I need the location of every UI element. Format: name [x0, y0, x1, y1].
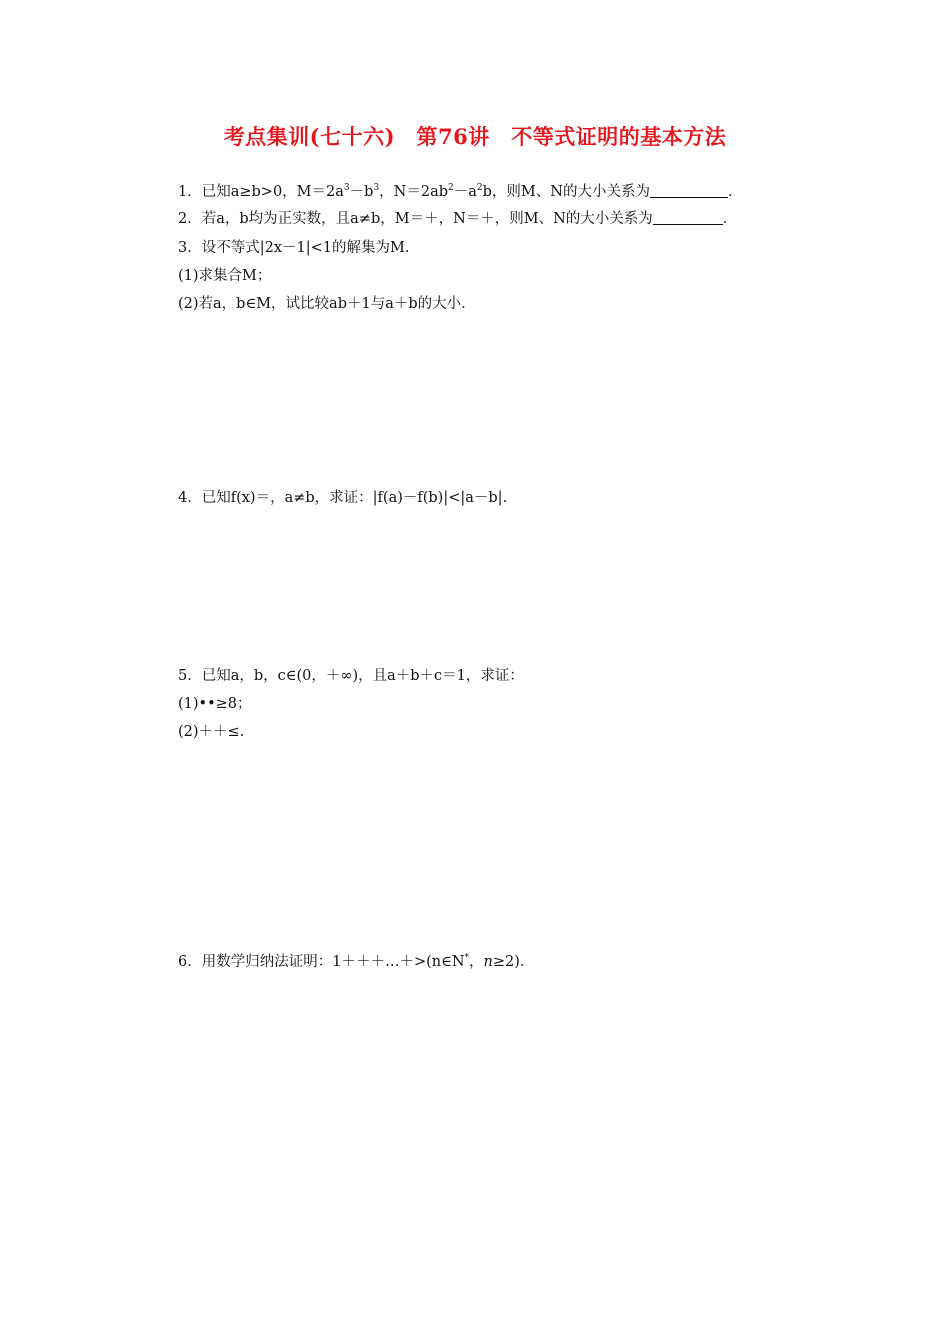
question-5-part-2: (2)＋＋≤. [178, 724, 245, 740]
question-5: 5．已知a，b，c∈(0，＋∞)，且a＋b＋c＝1，求证： [178, 668, 524, 684]
question-4: 4．已知f(x)＝，a≠b，求证：|f(a)－f(b)|<|a－b|. [178, 490, 508, 506]
question-1 [178, 182, 742, 202]
q2-end: ． [722, 211, 738, 227]
q6-sup: * [464, 953, 470, 963]
q6-text-c: ≥2)． [492, 954, 535, 970]
q1-text-d: －a [453, 184, 477, 200]
q1-text-c: ，N＝2ab [379, 184, 449, 200]
q1-text-a: 1．已知a≥b>0，M＝2a [178, 184, 344, 200]
q1-text-b: －b [349, 184, 374, 200]
q6-variable-n: n [483, 954, 493, 970]
question-2 [178, 209, 737, 229]
q1-sup-4: 2 [476, 183, 483, 193]
q1-sup-2: 3 [373, 183, 380, 193]
q1-end: ． [727, 184, 743, 200]
q1-text-e: b，则M、N的大小关系为 [482, 184, 650, 200]
q1-sup-1: 3 [343, 183, 350, 193]
q1-sup-3: 2 [448, 183, 454, 193]
q2-text: 2．若a，b均为正实数，且a≠b，M＝＋，N＝＋，则M、N的大小关系为 [178, 211, 653, 227]
question-3: 3．设不等式|2x－1|<1的解集为M. [178, 240, 410, 256]
page-title: 考点集训(七十六) 第76讲 不等式证明的基本方法 [223, 124, 727, 149]
question-5-part-1: (1)••≥8； [178, 696, 252, 712]
question-3-part-2: (2)若a，b∈M，试比较ab＋1与a＋b的大小． [178, 296, 476, 312]
q2-answer-blank[interactable] [653, 210, 723, 225]
question-3-part-1: (1)求集合M； [178, 268, 272, 284]
q6-text-b: ， [469, 954, 484, 970]
q6-text-a: 6．用数学归纳法证明：1＋＋＋…＋>(n∈N [178, 954, 465, 970]
question-6 [178, 952, 534, 972]
q1-answer-blank[interactable] [650, 183, 728, 198]
